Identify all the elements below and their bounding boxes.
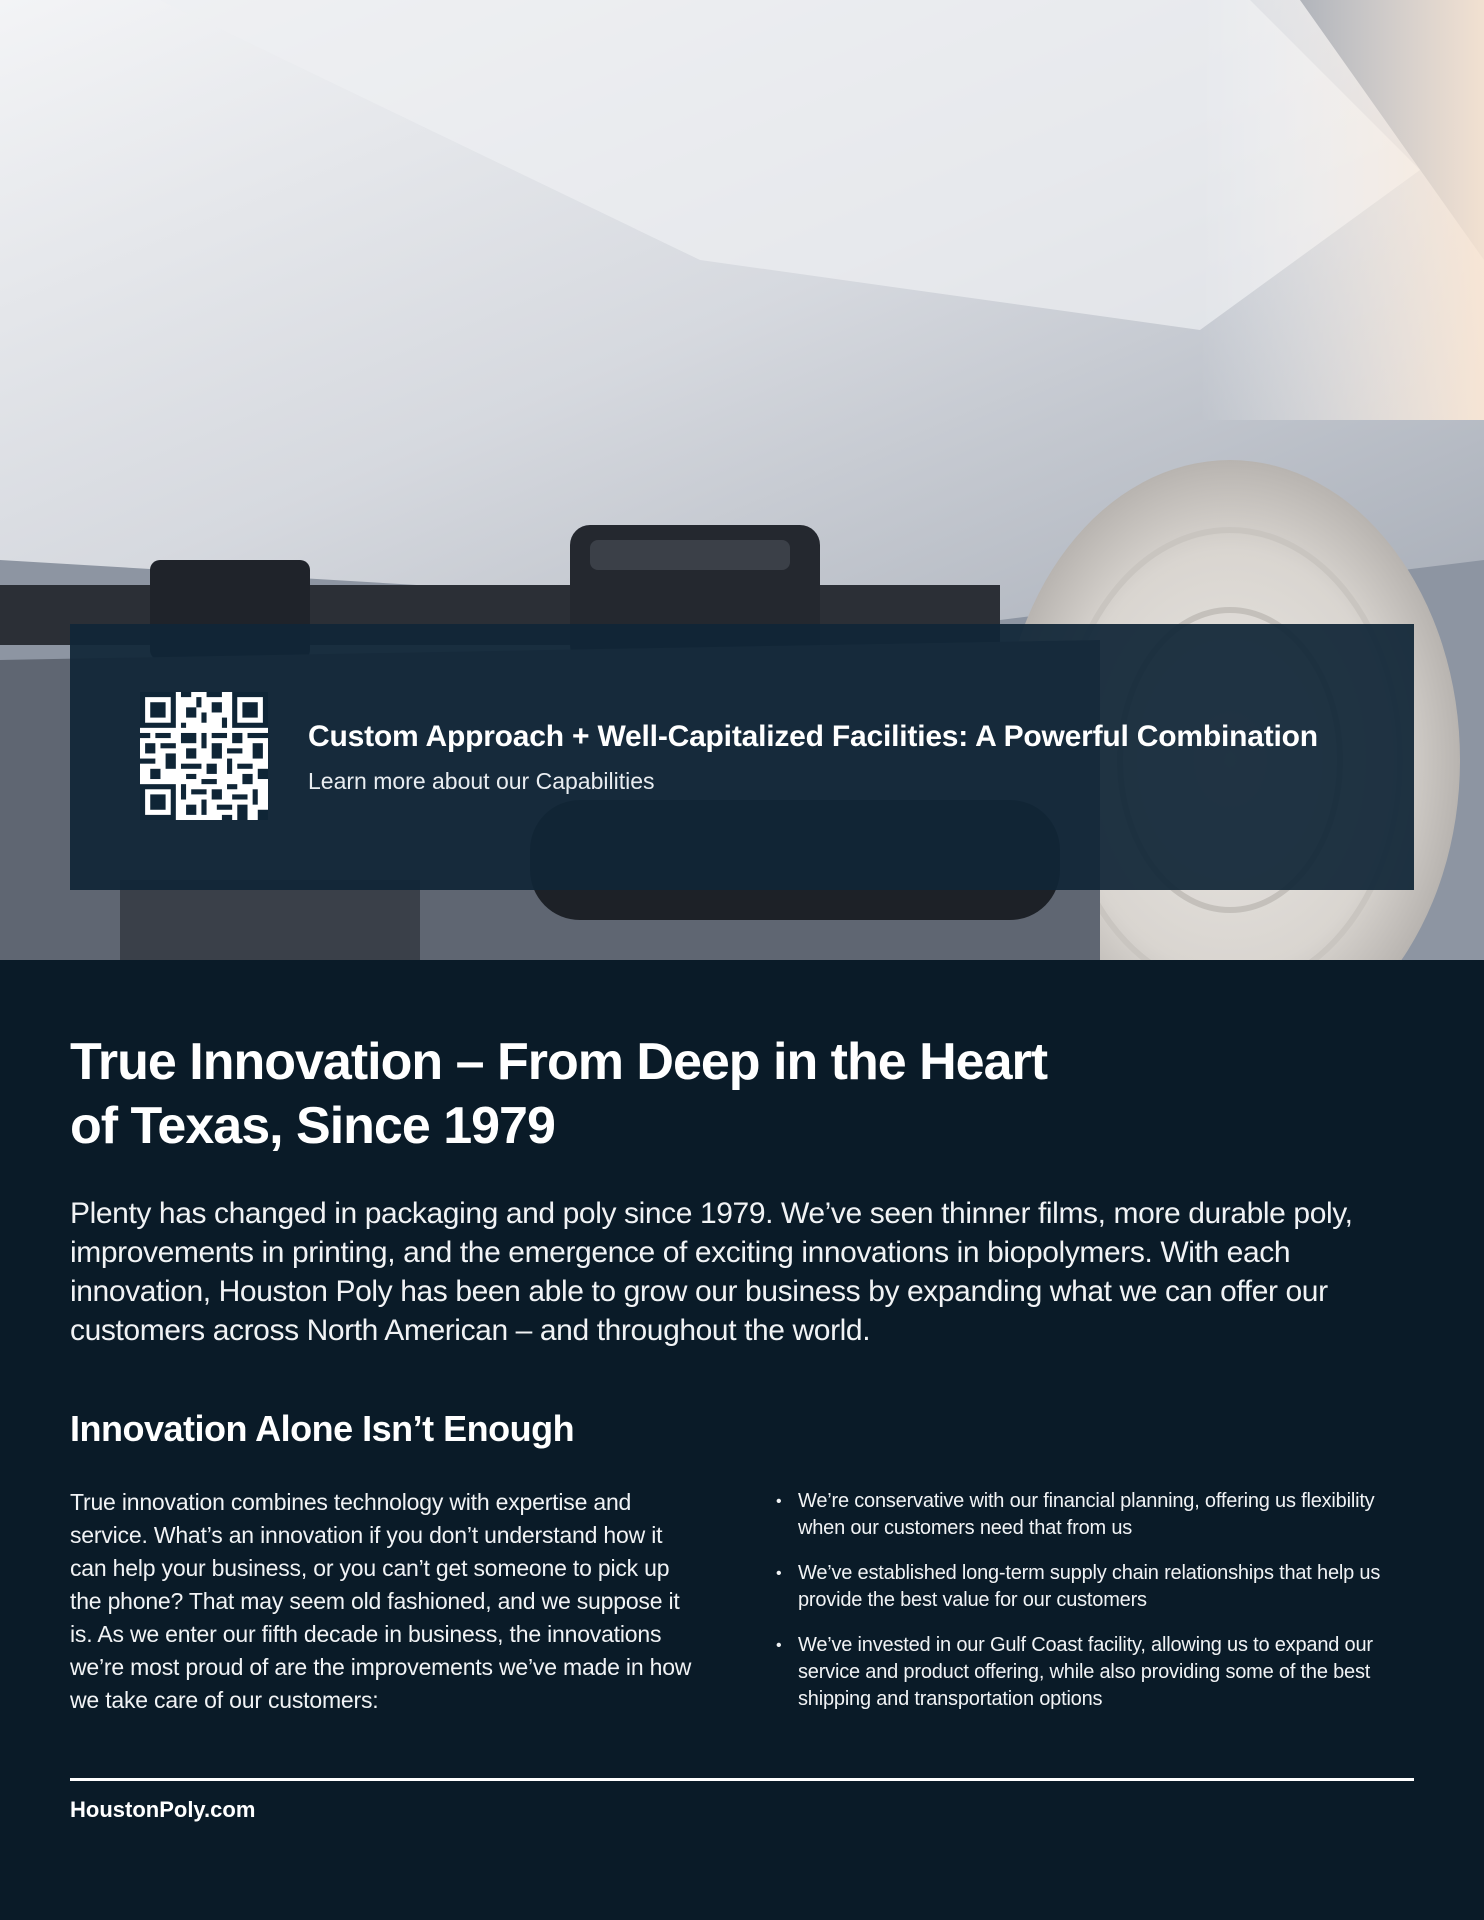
cta-title: Custom Approach + Well-Capitalized Facilities: A Powerful Combination [308,720,1318,753]
page-title-line-1: True Innovation – From Deep in the Heart [70,1033,1048,1091]
bullet-icon: • [776,1565,782,1582]
qr-code-icon[interactable] [140,692,268,820]
list-item-text: We’ve established long-term supply chain relationships that help us provide the best value for our customers [798,1562,1381,1611]
list-item-text: We’ve invested in our Gulf Coast facility, allowing us to expand our service and product offering, while also providing some of the best shipping and transportation options [798,1634,1373,1710]
bullet-icon: • [776,1637,782,1654]
qr-code-graphic [140,692,268,820]
section-heading: Innovation Alone Isn’t Enough [70,1408,575,1449]
list-item [776,1632,1390,1713]
intro-paragraph: Plenty has changed in packaging and poly since 1979. We’ve seen thinner films, more durable poly, improvements in printing, and the emergence of exciting innovations in biopolymers. With each innovation, Houston Poly has been able to grow our business by expanding what we can offer our customers across North American – and throughout the world. [70,1197,1353,1347]
list-item [776,1488,1390,1542]
footer-divider [70,1778,1414,1781]
page-title [70,1030,1170,1158]
body-paragraph: True innovation combines technology with expertise and service. What’s an innovation if you don’t understand how it can help your business, or you can’t get someone to pick up the phone? That may seem old fashioned, and we suppose it is. As we enter our fifth decade in business, the innovations we’re most proud of are the improvements we’ve made in how we take care of our customers: [70,1489,692,1713]
page-title-line-2: of Texas, Since 1979 [70,1097,555,1155]
website-link[interactable]: HoustonPoly.com [70,1797,256,1822]
capabilities-link[interactable]: Learn more about our Capabilities [308,768,655,794]
list-item [776,1560,1390,1614]
bullet-icon: • [776,1493,782,1510]
capabilities-cta-panel[interactable] [70,624,1414,890]
list-item-text: We’re conservative with our financial planning, offering us flexibility when our customers need that from us [798,1490,1375,1539]
benefits-list [776,1488,1390,1731]
